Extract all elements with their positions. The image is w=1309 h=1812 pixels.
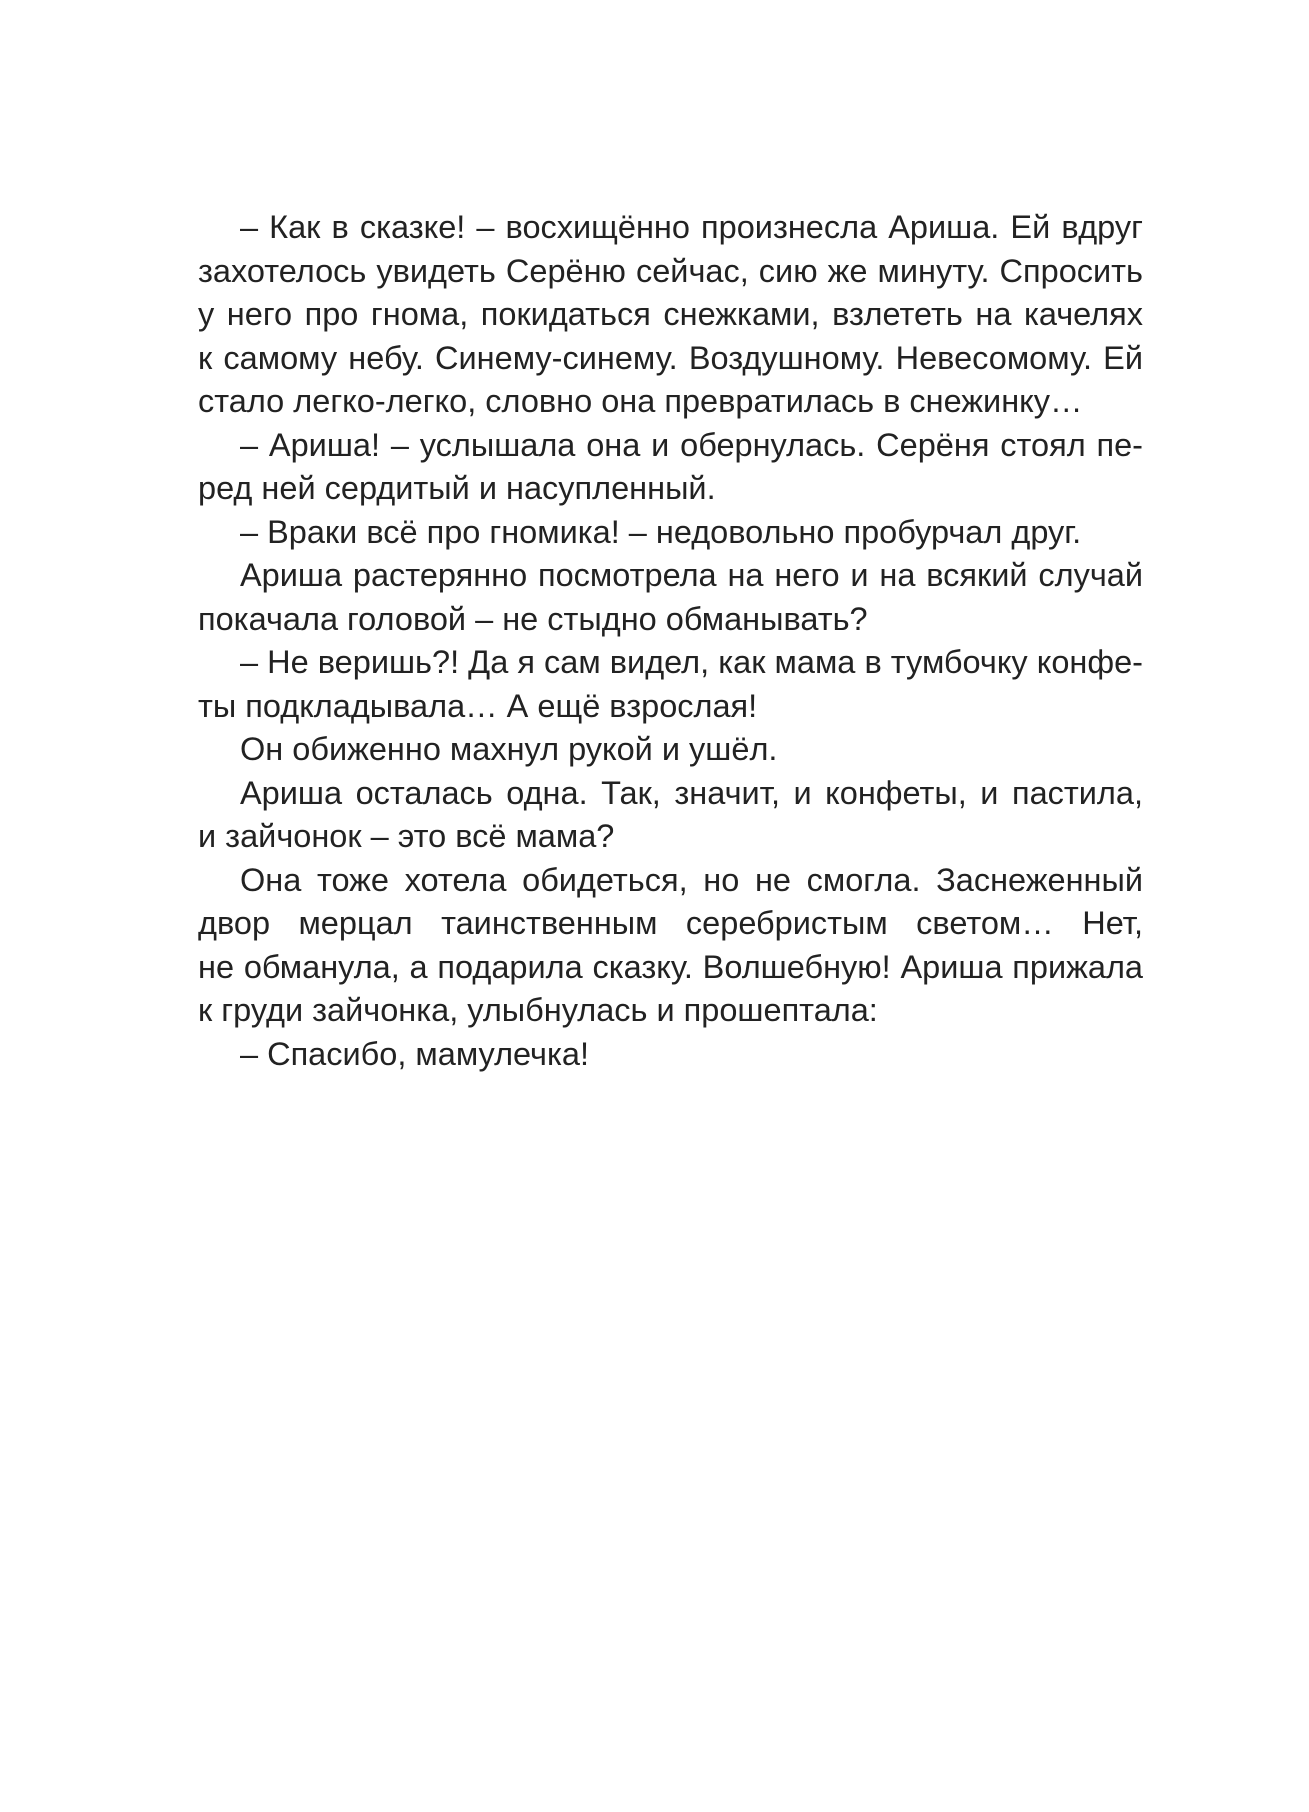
text-line: Ариша осталась одна. Так, значит, и конфеты, и пастила, bbox=[240, 774, 1143, 811]
text-line: Она тоже хотела обидеться, но не смогла. Заснеженный bbox=[240, 861, 1143, 898]
text-line: к груди зайчонка, улыбнулась и прошептала: bbox=[198, 992, 878, 1028]
text-line: двор мерцал таинственным серебристым светом… Нет, bbox=[198, 905, 1143, 941]
text-line: к самому небу. Синему-синему. Воздушному. Невесомому. Ей bbox=[198, 339, 1143, 376]
text-line: – Враки всё про гномика! – недовольно пробурчал друг. bbox=[240, 513, 1082, 550]
text-line: Он обиженно махнул рукой и ушёл. bbox=[240, 731, 778, 767]
text-line: Ариша растерянно посмотрела на него и на всякий случай bbox=[240, 557, 1143, 593]
text-line: ты подкладывала… А ещё взрослая! bbox=[198, 687, 758, 724]
text-line: – Ариша! – услышала она и обернулась. Серёня стоял пе- bbox=[240, 426, 1143, 463]
text-line: не обманула, а подарила сказку. Волшебную! Ариша прижала bbox=[198, 948, 1143, 985]
text-line: – Спасибо, мамулечка! bbox=[240, 1035, 589, 1072]
text-line: ред ней сердитый и насупленный. bbox=[198, 470, 716, 506]
text-line: и зайчонок – это всё мама? bbox=[198, 818, 615, 854]
text-line: – Как в сказке! – восхищённо произнесла Ариша. Ей вдруг bbox=[240, 209, 1143, 245]
text-line: – Не веришь?! Да я сам видел, как мама в тумбочку конфе- bbox=[240, 644, 1143, 680]
text-line: покачала головой – не стыдно обманывать? bbox=[198, 600, 868, 637]
text-line: у него про гнома, покидаться снежками, взлететь на качелях bbox=[198, 296, 1143, 332]
text-line: захотелось увидеть Серёню сейчас, сию же минуту. Спросить bbox=[198, 252, 1143, 289]
text-line: стало легко-легко, словно она превратилась в снежинку… bbox=[198, 383, 1083, 419]
story-text bbox=[198, 206, 1143, 1076]
